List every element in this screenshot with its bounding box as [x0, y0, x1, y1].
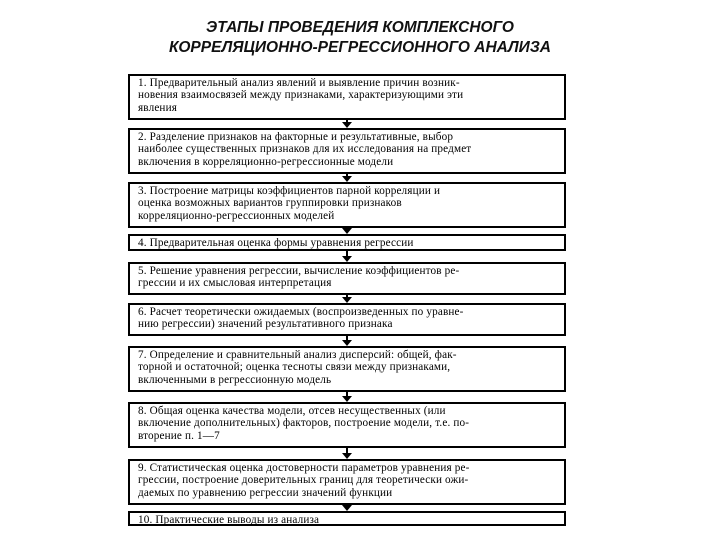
- flow-arrow: [342, 336, 352, 346]
- step-text-line: явления: [138, 101, 177, 114]
- step-box-5: [128, 262, 566, 295]
- step-text-line: включения в корреляционно-регрессионные модели: [138, 155, 394, 168]
- step-text-line: включенными в регрессионную модель: [138, 373, 332, 386]
- step-text-line: торной и остаточной; оценка тесноты связи между признаками,: [138, 361, 451, 374]
- step-box-2: [128, 128, 566, 174]
- step-box-8: [128, 402, 566, 448]
- step-text-line: 4. Предварительная оценка формы уравнения регрессии: [138, 237, 414, 249]
- step-box-1: [128, 74, 566, 120]
- step-text-line: новения взаимосвязей между признаками, характеризующими эти: [138, 89, 464, 102]
- flow-arrow: [342, 448, 352, 459]
- step-box-7: [128, 346, 566, 392]
- flow-arrow: [342, 251, 352, 262]
- flow-arrow: [342, 174, 352, 182]
- step-box-3: [128, 182, 566, 228]
- step-text-line: включение дополнительных) факторов, построение модели, т.е. по-: [138, 417, 470, 430]
- step-text-line: 7. Определение и сравнительный анализ дисперсий: общей, фак-: [138, 349, 457, 361]
- title-line-2: КОРРЕЛЯЦИОННО-РЕГРЕССИОННОГО АНАЛИЗА: [169, 39, 551, 56]
- process-flowchart: [128, 74, 566, 526]
- step-text-line: 2. Разделение признаков на факторные и результативные, выбор: [138, 131, 454, 143]
- step-text-line: грессии и их смысловая интерпретация: [138, 277, 332, 290]
- step-text-line: нию регрессии) значений результативного признака: [138, 318, 393, 331]
- step-box-4: [128, 234, 566, 251]
- step-text-line: грессии, построение доверительных границ для теоретически ожи-: [138, 474, 469, 487]
- step-text-line: корреляционно-регрессионных моделей: [138, 209, 335, 222]
- step-text-line: 6. Расчет теоретически ожидаемых (воспроизведенных по уравне-: [138, 306, 464, 318]
- step-text-line: 8. Общая оценка качества модели, отсев несущественных (или: [138, 405, 446, 417]
- diagram-title: [0, 18, 720, 58]
- step-text-line: оценка возможных вариантов группировки признаков: [138, 197, 402, 210]
- flow-arrow: [342, 295, 352, 303]
- step-box-9: [128, 459, 566, 505]
- flow-arrow: [342, 120, 352, 128]
- step-text-line: 5. Решение уравнения регрессии, вычисление коэффициентов ре-: [138, 265, 460, 277]
- step-text-line: вторение п. 1—7: [138, 429, 220, 442]
- step-text-line: 3. Построение матрицы коэффициентов парной корреляции и: [138, 185, 441, 197]
- step-text-line: наиболее существенных признаков для их исследования на предмет: [138, 143, 472, 156]
- step-box-10: [128, 511, 566, 526]
- step-text-line: 9. Статистическая оценка достоверности параметров уравнения ре-: [138, 462, 470, 474]
- title-line-1: ЭТАПЫ ПРОВЕДЕНИЯ КОМПЛЕКСНОГО: [206, 19, 514, 36]
- step-box-6: [128, 303, 566, 336]
- step-text-line: даемых по уравнению регрессии значений функции: [138, 486, 393, 499]
- step-text-line: 10. Практические выводы из анализа: [138, 514, 320, 526]
- step-text-line: 1. Предварительный анализ явлений и выявление причин возник-: [138, 77, 460, 89]
- flow-arrow: [342, 392, 352, 402]
